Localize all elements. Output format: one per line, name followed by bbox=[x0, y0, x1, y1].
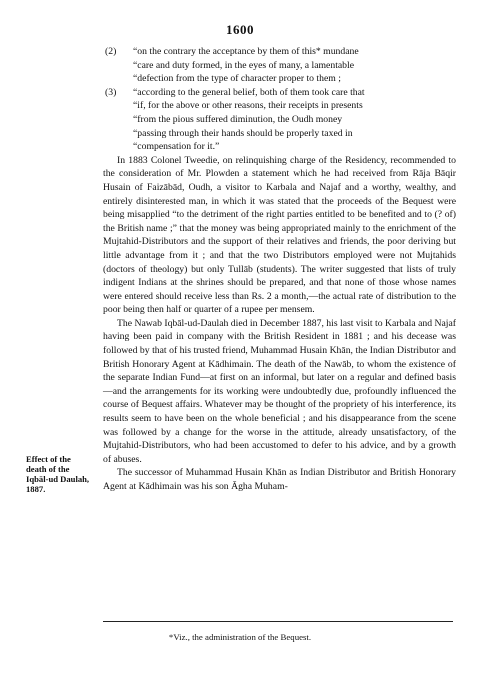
item-number: (3) bbox=[105, 86, 117, 98]
paragraph-nawab-death: The Nawab Iqbāl-ud-Daulah died in December 1887, his last visit to Karbala and Najaf having been paid in company with the British Resident in 1881 ; and his decease was followed by that of his trusted friend, Muhammad Husain Khān, the Indian Distributor and British Honorary Agent at Kādhimain. The death of the Nawāb, to whom the existence of the separate Indian Fund—at first on an informal, but later on a regular and defined basis—and the arrangements for its working were undoubtedly due, profoundly influenced the course of Bequest affairs. Whatever may be thought of the propriety of his interference, its results seem to have been on the whole beneficial ; and his disappearance from the scene was followed by a change for the worse in the attitude, already unsatisfactory, of the Mujtahid-Distributors, who had been accustomed to defer to his advice, and by a growth of abuses. bbox=[103, 317, 456, 465]
paragraph-successor: The successor of Muhammad Husain Khān as Indian Distributor and British Honorary Agent at Kādhimain was his son Āgha Muham- bbox=[103, 467, 456, 492]
quote-line: “care and duty formed, in the eyes of many, a lamentable bbox=[133, 59, 355, 71]
quote-item-3 bbox=[103, 86, 456, 154]
page-number: 1600 bbox=[226, 22, 254, 37]
quote-line: “according to the general belief, both of them took care that bbox=[133, 86, 365, 98]
quote-line: “passing through their hands should be properly taxed in bbox=[133, 127, 353, 139]
footnote: *Viz., the administration of the Bequest. bbox=[168, 632, 312, 642]
page-body bbox=[103, 45, 456, 494]
quote-line: “on the contrary the acceptance by them of this* mundane bbox=[133, 46, 359, 57]
footnote-rule bbox=[103, 621, 453, 622]
quote-line: “defection from the type of character proper to them ; bbox=[133, 73, 341, 85]
quote-line: “if, for the above or other reasons, their receipts in presents bbox=[133, 100, 363, 112]
paragraph-tweedie: In 1883 Colonel Tweedie, on relinquishing charge of the Residency, recommended to the consideration of Mr. Plowden a statement which he had received from Rāja Bāqir Husain of Faizābād, Oudh, a visitor to Karbala and Najaf and a worthy, wealthy, and entirely disinterested man, in which it was stated that the proceeds of the Bequest were being misapplied “to the detriment of the right parties entitled to be benefited and to (? of) the British name ;” that the money was being appropriated mainly to the enrichment of the Mujtahid-Distributors and the support of their relatives and friends, the poor deriving but little advantage from it ; and that the two Distributors employed were not Mujtahids (doctors of theology) but only Tullāb (students). The writer suggested that lists of truly indigent Indians at the shrines should be prepared, and that none of those whose names were entered should receive less than Rs. 2 a month,—the actual rate of distribution to the poor being then half or quarter of a rupee per mensem. bbox=[103, 154, 456, 316]
item-number: (2) bbox=[105, 46, 117, 57]
quote-line: “compensation for it.” bbox=[133, 141, 220, 153]
quote-line: “from the pious suffered diminution, the Oudh money bbox=[133, 113, 343, 125]
margin-note: Effect of the death of the Iqbāl-ud Daulah, 1887. bbox=[26, 454, 90, 494]
quote-item-2 bbox=[103, 45, 456, 86]
